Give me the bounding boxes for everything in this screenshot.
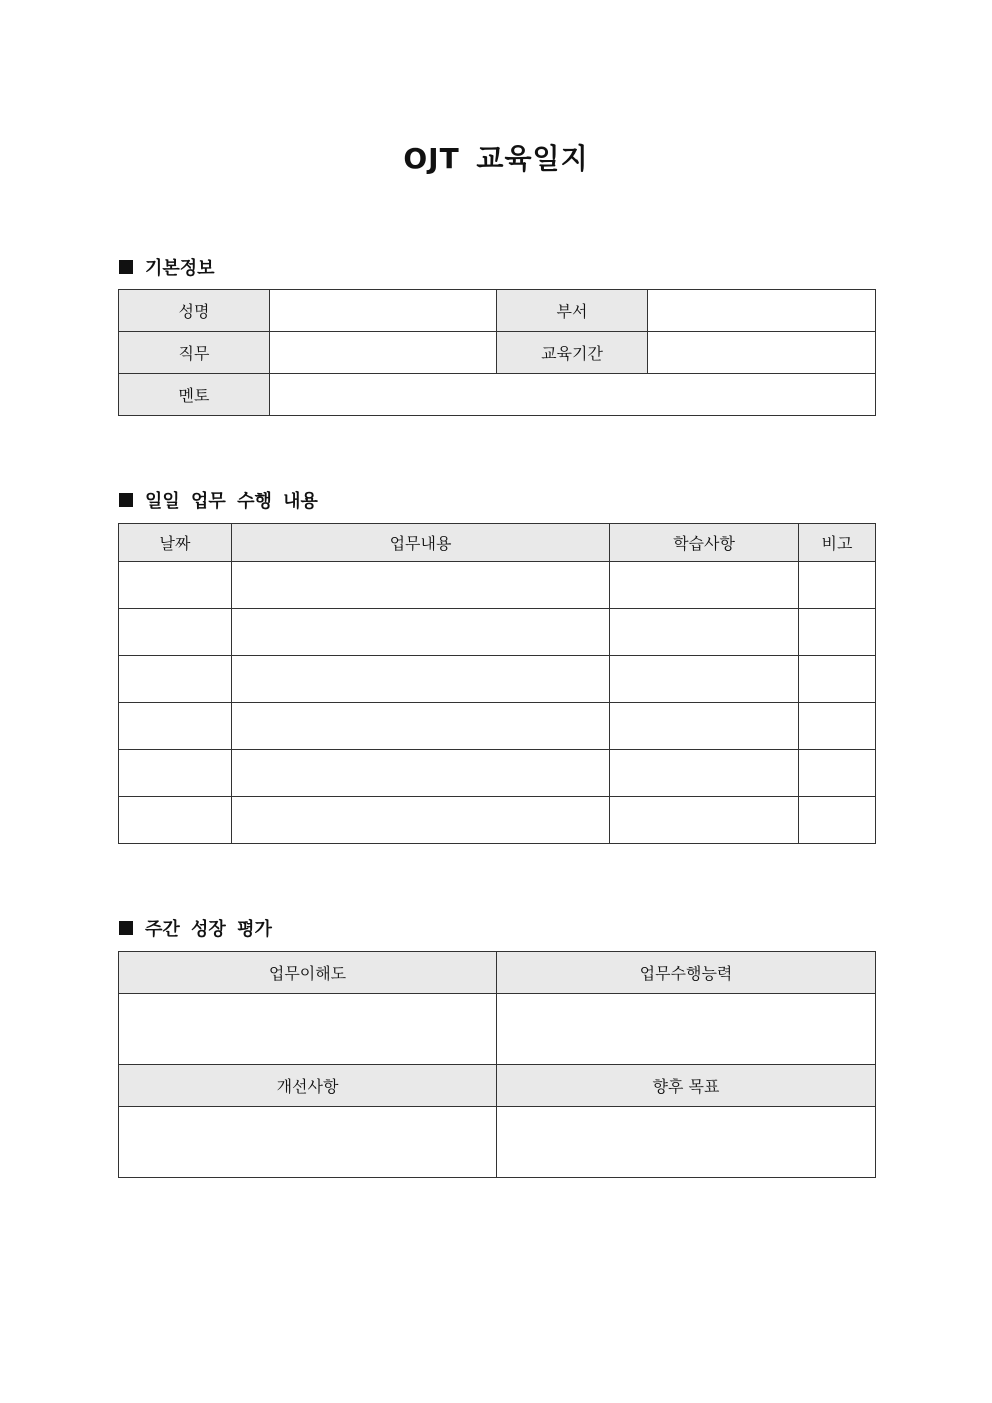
job-label: 직무 (119, 332, 270, 374)
square-bullet-icon (119, 921, 133, 935)
table-row (119, 562, 876, 609)
table-row (119, 703, 876, 750)
date-cell[interactable] (119, 703, 232, 750)
table-row (119, 374, 876, 416)
department-field[interactable] (648, 290, 876, 332)
square-bullet-icon (119, 260, 133, 274)
work-content-cell[interactable] (232, 609, 610, 656)
document-title: OJT 교육일지 (403, 142, 589, 175)
date-cell[interactable] (119, 750, 232, 797)
section-heading-label: 일일 업무 수행 내용 (145, 491, 318, 512)
table-row (119, 1107, 876, 1178)
date-cell[interactable] (119, 656, 232, 703)
work-content-cell[interactable] (232, 797, 610, 844)
job-field[interactable] (270, 332, 497, 374)
learning-cell[interactable] (610, 609, 799, 656)
mentor-label: 멘토 (119, 374, 270, 416)
work-content-cell[interactable] (232, 562, 610, 609)
work-content-cell[interactable] (232, 750, 610, 797)
performance-field[interactable] (497, 994, 876, 1065)
performance-label: 업무수행능력 (497, 952, 876, 994)
section-heading-basic-info (119, 254, 215, 280)
work-content-cell[interactable] (232, 656, 610, 703)
table-row (119, 290, 876, 332)
section-heading-weekly-evaluation (119, 915, 272, 941)
remarks-cell[interactable] (799, 703, 876, 750)
column-header-work-content: 업무내용 (232, 524, 610, 562)
column-header-learning: 학습사항 (610, 524, 799, 562)
learning-cell[interactable] (610, 562, 799, 609)
table-row (119, 656, 876, 703)
section-heading-daily-work (119, 487, 318, 513)
learning-cell[interactable] (610, 750, 799, 797)
table-row (119, 609, 876, 656)
learning-cell[interactable] (610, 797, 799, 844)
basic-info-table (118, 289, 876, 416)
table-row (119, 994, 876, 1065)
remarks-cell[interactable] (799, 609, 876, 656)
remarks-cell[interactable] (799, 797, 876, 844)
goal-field[interactable] (497, 1107, 876, 1178)
section-heading-label: 기본정보 (145, 258, 215, 279)
goal-label: 향후 목표 (497, 1065, 876, 1107)
improvement-label: 개선사항 (119, 1065, 497, 1107)
section-heading-label: 주간 성장 평가 (145, 919, 272, 940)
improvement-field[interactable] (119, 1107, 497, 1178)
understanding-label: 업무이해도 (119, 952, 497, 994)
remarks-cell[interactable] (799, 562, 876, 609)
square-bullet-icon (119, 493, 133, 507)
column-header-date: 날짜 (119, 524, 232, 562)
daily-work-table (118, 523, 876, 844)
period-field[interactable] (648, 332, 876, 374)
date-cell[interactable] (119, 797, 232, 844)
understanding-field[interactable] (119, 994, 497, 1065)
column-header-remarks: 비고 (799, 524, 876, 562)
mentor-field[interactable] (270, 374, 876, 416)
table-header-row (119, 524, 876, 562)
learning-cell[interactable] (610, 656, 799, 703)
table-row (119, 332, 876, 374)
remarks-cell[interactable] (799, 750, 876, 797)
name-label: 성명 (119, 290, 270, 332)
period-label: 교육기간 (497, 332, 648, 374)
table-row (119, 750, 876, 797)
work-content-cell[interactable] (232, 703, 610, 750)
learning-cell[interactable] (610, 703, 799, 750)
table-header-row (119, 1065, 876, 1107)
remarks-cell[interactable] (799, 656, 876, 703)
department-label: 부서 (497, 290, 648, 332)
weekly-evaluation-table (118, 951, 876, 1178)
table-header-row (119, 952, 876, 994)
name-field[interactable] (270, 290, 497, 332)
table-row (119, 797, 876, 844)
date-cell[interactable] (119, 562, 232, 609)
date-cell[interactable] (119, 609, 232, 656)
